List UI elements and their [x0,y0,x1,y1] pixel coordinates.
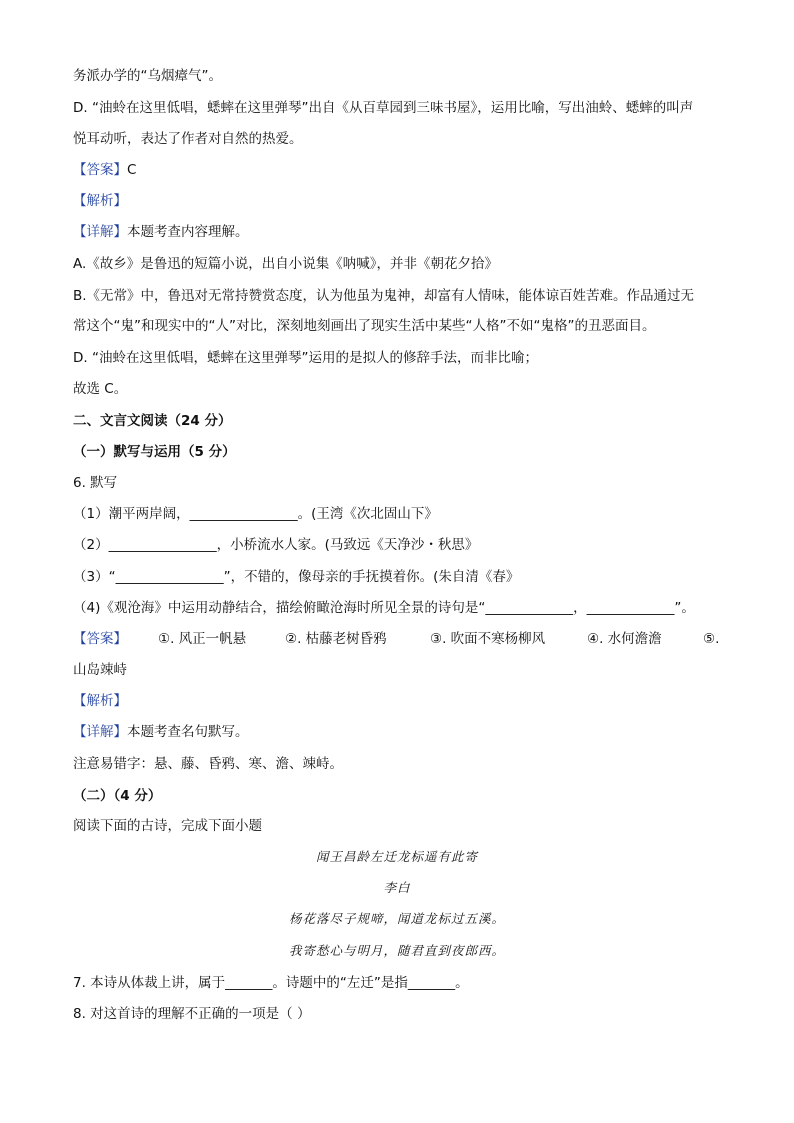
answer-item: ③. 吹面不寒杨柳风 [430,631,546,647]
answer-row [73,160,722,180]
question-item: （1）潮平两岸阔，________________。(王湾《次北固山下》 [73,506,438,522]
text-line: D. “油蛉在这里低唱，蟋蟀在这里弹琴”运用的是拟人的修辞手法，而非比喻； [73,350,538,366]
detail-text: 本题考查名句默写。 [127,724,249,740]
question-item: （2）________________，小桥流水人家。(马致远《天净沙・秋思》 [73,537,479,553]
text-line: 悦耳动听，表达了作者对自然的热爱。 [73,131,303,147]
detail-row [73,222,722,242]
text-line: B.《无常》中，鲁迅对无常持赞赏态度，认为他虽为鬼神，却富有人情味，能体谅百姓苦难。作品通过无 [73,288,695,304]
subsection-heading: （一）默写与运用（5 分） [73,444,236,460]
answer-tag: 【答案】 [73,631,127,647]
answer-value: C [127,162,137,178]
question-item: 8. 对这首诗的理解不正确的一项是（ ） [73,1006,311,1022]
answer-row [73,629,722,649]
detail-text: 本题考查内容理解。 [127,224,249,240]
text-line: 务派办学的“乌烟瘴气”。 [73,68,222,84]
poem-line: 我寄愁心与明月，随君直到夜郎西。 [288,943,505,958]
question-item: （4)《观沧海》中运用动静结合，描绘俯瞰沧海时所见全景的诗句是“_____________，_____________”。 [73,600,695,616]
detail-row [73,722,722,742]
section-heading: 二、文言文阅读（24 分） [73,413,232,429]
text-line: A.《故乡》是鲁迅的短篇小说，出自小说集《呐喊》，并非《朝花夕拾》 [73,256,499,272]
question-title: 6. 默写 [73,475,118,491]
text-line: 注意易错字：悬、藤、昏鸦、寒、澹、竦峙。 [73,756,343,772]
poem-author: 李白 [383,880,411,895]
instruction-text: 阅读下面的古诗，完成下面小题 [73,818,262,834]
poem-line: 杨花落尽子规啼，闻道龙标过五溪。 [288,911,505,926]
answer-tag: 【答案】 [73,162,127,178]
analysis-tag: 【解析】 [73,693,127,709]
text-line: 故选 C。 [73,381,128,397]
text-line: 常这个“鬼”和现实中的“人”对比，深刻地刻画出了现实生活中某些“人格”不如“鬼格”的丑恶面目。 [73,318,656,334]
subsection-heading: （二）（4 分） [73,788,162,804]
answer-item: ①. 风正一帆悬 [158,631,247,647]
analysis-tag: 【解析】 [73,193,127,209]
detail-tag: 【详解】 [73,724,127,740]
detail-tag: 【详解】 [73,224,127,240]
answer-item: ②. 枯藤老树昏鸦 [285,631,387,647]
text-line: D. “油蛉在这里低唱，蟋蟀在这里弹琴”出自《从百草园到三味书屋》，运用比喻，写出油蛉、蟋蟀的叫声 [73,100,694,116]
question-item: （3）“________________”，不错的，像母亲的手抚摸着你。(朱自清《春》 [73,569,520,585]
answer-item: ④. 水何澹澹 [587,631,662,647]
answer-item: ⑤. [703,631,720,647]
question-item: 7. 本诗从体裁上讲，属于_______。诗题中的“左迁”是指_______。 [73,975,469,991]
answer-continued: 山岛竦峙 [73,662,127,678]
poem-title: 闻王昌龄左迁龙标遥有此寄 [315,849,478,864]
